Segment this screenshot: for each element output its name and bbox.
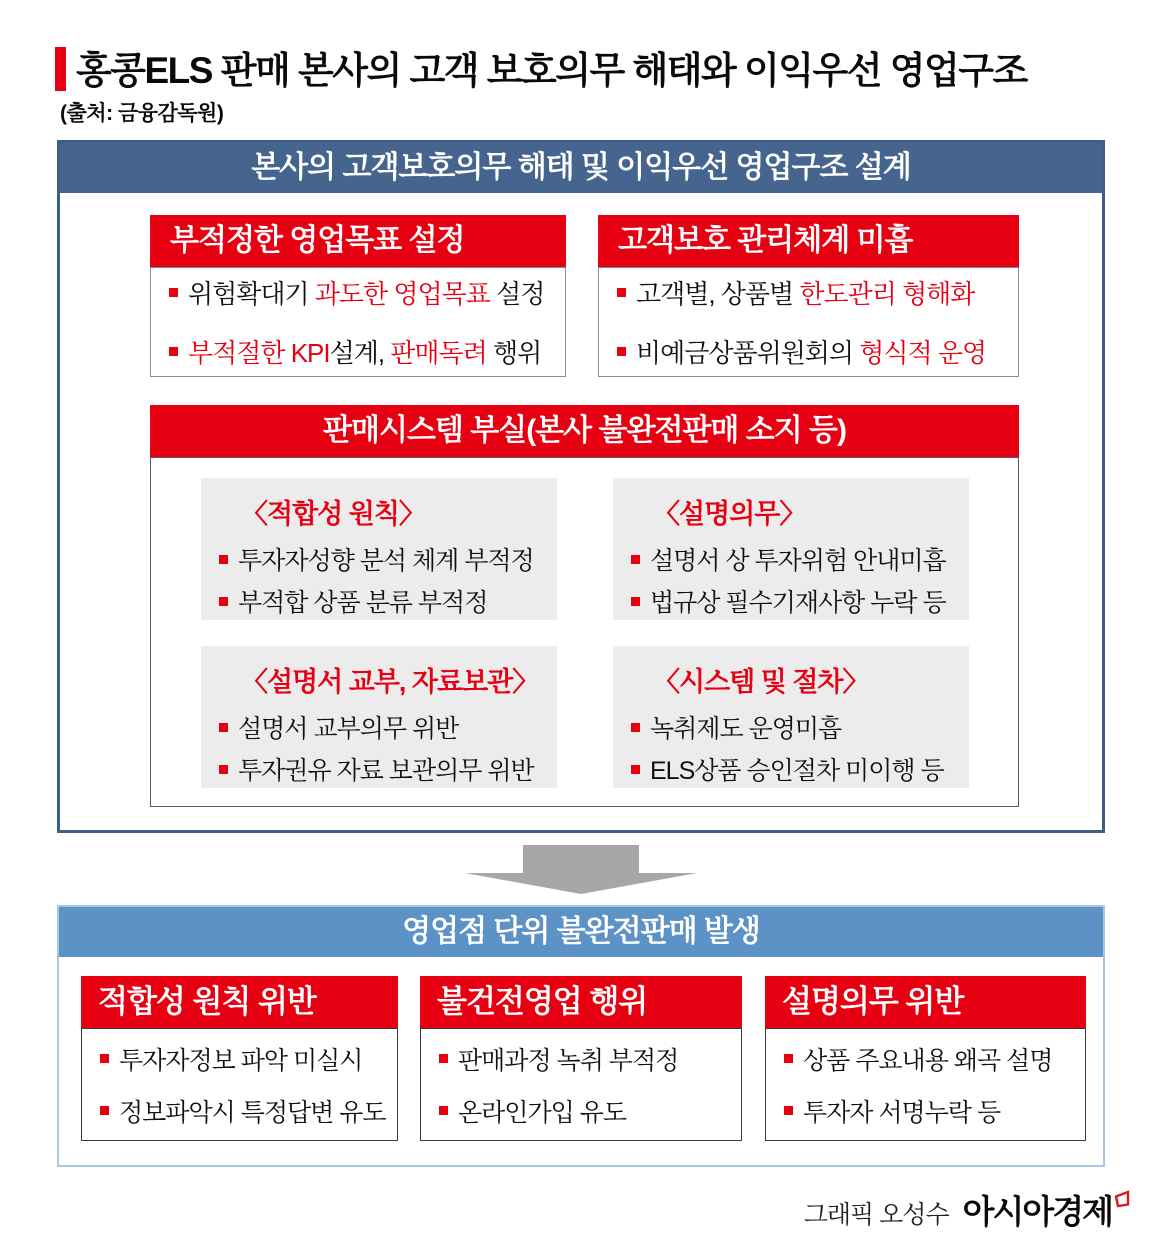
list-item (613, 274, 1004, 311)
list-item-text: 상품 주요내용 왜곡 설명 (803, 1046, 1053, 1075)
source-caption: (출처: 금융감독원) (60, 102, 224, 125)
list-item-text: 투자자 서명누락 등 (803, 1098, 1001, 1127)
list-item-text: 부적절한 KPI설계, 판매독려 행위 (188, 338, 542, 368)
graybox-document-retention (201, 646, 557, 788)
card-customer-protection-title: 고객보호 관리체계 미흡 (598, 215, 1019, 267)
list-item-text: 위험확대기 과도한 영업목표 설정 (188, 279, 545, 309)
brand-logo-text: 아시아경제 (962, 1193, 1112, 1230)
list-item-text: 투자권유 자료 보관의무 위반 (238, 757, 534, 785)
list-item-text: 온라인가입 유도 (458, 1098, 626, 1127)
bullet-square-icon (784, 1054, 793, 1063)
bullet-square-icon (219, 723, 228, 732)
bullet-square-icon (100, 1054, 109, 1063)
card-sales-target-body (150, 267, 566, 377)
list-item-text: ELS상품 승인절차 미이행 등 (650, 757, 944, 785)
bottom-section-header: 영업점 단위 불완전판매 발생 (59, 907, 1103, 957)
list-item (215, 751, 543, 787)
card-explanation-violation-title: 설명의무 위반 (765, 976, 1086, 1028)
list-item-text: 설명서 상 투자위험 안내미흡 (650, 547, 946, 575)
title-accent-bar (55, 47, 66, 91)
graybox-system-procedure-title: 〈시스템 및 절차〉 (653, 667, 869, 697)
bullet-square-icon (219, 555, 228, 564)
graphic-credit: 그래픽 오성수 (803, 1201, 949, 1229)
list-item-text: 투자자정보 파악 미실시 (119, 1046, 363, 1075)
card-explanation-violation (765, 976, 1086, 1141)
list-item (96, 1093, 386, 1129)
bullet-square-icon (219, 765, 228, 774)
bullet-square-icon (617, 288, 626, 297)
card-unsound-business-body (420, 1028, 742, 1141)
bullet-square-icon (439, 1054, 448, 1063)
list-item-text: 설명서 교부의무 위반 (238, 715, 459, 743)
list-item (165, 333, 551, 370)
card-suitability-violation-title: 적합성 원칙 위반 (81, 976, 398, 1028)
graybox-suitability (201, 478, 557, 620)
list-item-text: 녹취제도 운영미흡 (650, 715, 842, 743)
card-sales-system-title: 판매시스템 부실(본사 불완전판매 소지 등) (150, 405, 1019, 457)
list-item (627, 541, 955, 577)
graybox-explanation-duty (613, 478, 969, 620)
card-suitability-violation (81, 976, 398, 1141)
list-item (627, 583, 955, 619)
list-item-text: 고객별, 상품별 한도관리 형해화 (636, 279, 975, 309)
bullet-square-icon (439, 1106, 448, 1115)
list-item (627, 751, 955, 787)
list-item (435, 1041, 727, 1077)
page-title: 홍콩ELS 판매 본사의 고객 보호의무 해태와 이익우선 영업구조 (76, 50, 1027, 91)
card-sales-target-title: 부적정한 영업목표 설정 (150, 215, 566, 267)
bullet-square-icon (100, 1106, 109, 1115)
list-item-text: 투자자성향 분석 체계 부적정 (238, 547, 534, 575)
list-item (780, 1093, 1071, 1129)
list-item-text: 부적합 상품 분류 부적정 (238, 589, 488, 617)
branch-section-box (57, 905, 1105, 1167)
footer-credit (804, 1186, 1129, 1233)
list-item (435, 1093, 727, 1129)
list-item-text: 비예금상품위원회의 형식적 운영 (636, 338, 987, 368)
bullet-square-icon (631, 723, 640, 732)
card-sales-target (150, 215, 566, 377)
list-item (613, 333, 1004, 370)
graybox-suitability-title: 〈적합성 원칙〉 (241, 499, 425, 529)
bullet-square-icon (169, 347, 178, 356)
list-item (215, 709, 543, 745)
card-suitability-violation-body (81, 1028, 398, 1141)
graybox-system-procedure (613, 646, 969, 788)
list-item-text: 법규상 필수기재사항 누락 등 (650, 589, 946, 617)
brand-logo-mark-icon (1114, 1190, 1131, 1209)
card-customer-protection (598, 215, 1019, 377)
list-item (627, 709, 955, 745)
card-explanation-violation-body (765, 1028, 1086, 1141)
card-unsound-business-title: 불건전영업 행위 (420, 976, 742, 1028)
card-customer-protection-body (598, 267, 1019, 377)
list-item (96, 1041, 383, 1077)
card-sales-system-body (150, 457, 1019, 807)
bullet-square-icon (169, 288, 178, 297)
top-section-header: 본사의 고객보호의무 해태 및 이익우선 영업구조 설계 (60, 143, 1102, 193)
bullet-square-icon (631, 597, 640, 606)
card-sales-system (150, 405, 1019, 807)
card-unsound-business (420, 976, 742, 1141)
graybox-document-retention-title: 〈설명서 교부, 자료보관〉 (241, 667, 539, 697)
graybox-explanation-duty-title: 〈설명의무〉 (653, 499, 806, 529)
list-item-text: 정보파악시 특정답변 유도 (119, 1098, 386, 1127)
bullet-square-icon (631, 765, 640, 774)
list-item (215, 583, 543, 619)
down-arrow-icon (523, 845, 639, 874)
headquarters-section-box (57, 140, 1105, 833)
list-item (780, 1041, 1071, 1077)
down-arrow-head-icon (465, 873, 697, 894)
list-item (215, 541, 543, 577)
bullet-square-icon (784, 1106, 793, 1115)
bullet-square-icon (617, 347, 626, 356)
bullet-square-icon (631, 555, 640, 564)
list-item (165, 274, 551, 311)
list-item-text: 판매과정 녹취 부적정 (458, 1046, 679, 1075)
bullet-square-icon (219, 597, 228, 606)
